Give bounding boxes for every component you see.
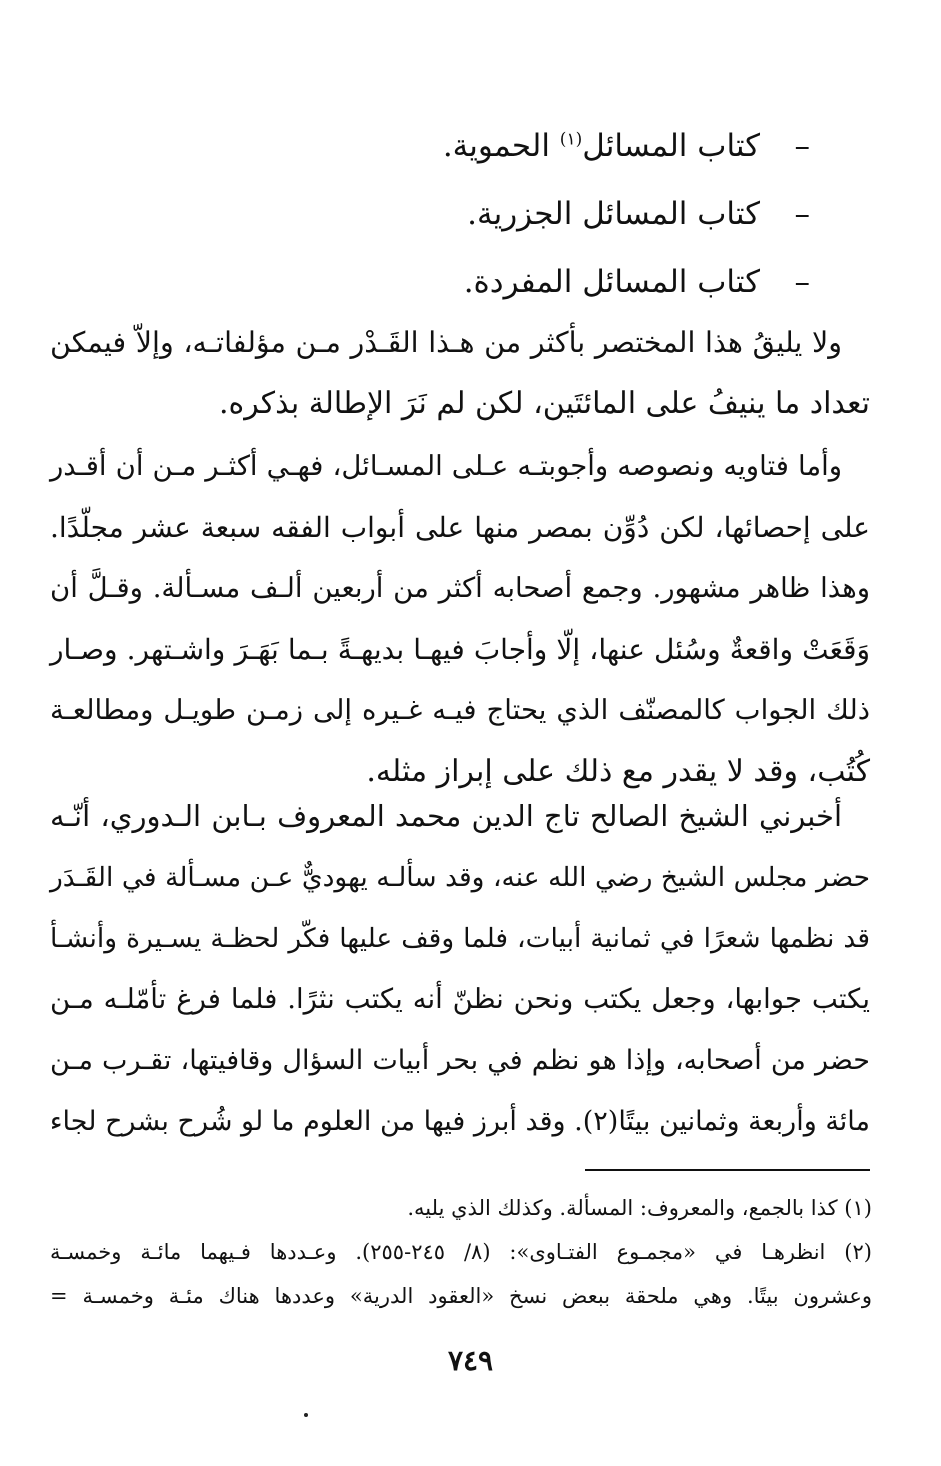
paragraph-writings [50,312,870,434]
paragraph-line: تعداد ما ينيفُ على المائتَين، لكن لم نَرَ الإطالة بذكره. [218,386,870,421]
list-item-text [442,127,760,164]
footnote-line: وعشرون بيتًا. وهي ملحقة ببعض نسخ «العقود الدرية» وعددها هناك مئـة وخمسـة = [50,1284,872,1308]
book-list [360,112,810,316]
list-item-text-before: كتاب المسائل [582,127,760,164]
list-dash: – [794,195,810,232]
paragraph-anecdote [50,786,870,1152]
paragraph-line: مائة وأربعة وثمانين بيتًا(٢). وقد أبرز فيها من العلوم ما لو شُرح بشرح لجاء [49,1106,870,1137]
paragraph-line: وَقَعَتْ واقعةٌ وسُئل عنها، إلّا وأجابَ فيهـا بديهـةً بـما بَهَـرَ واشـتهر. وصـار [50,633,870,666]
paragraph-line: حضر من أصحابه، وإذا هو نظم في بحر أبيات السؤال وقافيتها، تقـرب مـن [50,1045,870,1076]
paragraph-line: يكتب جوابها، وجعل يكتب ونحن نظنّ أنه يكتب نثرًا. فلما فرغ تأمّلـه مـن [50,983,870,1015]
list-item [360,112,810,180]
footnote-ref: (١) [559,129,583,150]
footnote-separator [585,1169,870,1171]
paragraph-line: وأما فتاويه ونصوصه وأجوبتـه عـلى المسـائل، فهـي أكثـر مـن أن أقـدر [50,450,842,482]
list-item-text: كتاب المسائل الجزرية. [467,195,760,232]
list-dash: – [794,127,810,164]
paragraph-line: كُتُب، وقد لا يقدر مع ذلك على إبراز مثله. [366,754,870,789]
paragraph-line: وهذا ظاهر مشهور. وجمع أصحابه أكثر من أربعين ألـف مسـألة. وقـلَّ أن [50,572,870,604]
paragraph-line: ذلك الجواب كالمصنّف الذي يحتاج فيـه غـيره إلى زمـن طويـل ومطالعـة [50,694,870,726]
list-item-text: كتاب المسائل المفردة. [463,263,760,300]
list-item [360,180,810,248]
paragraph-line: أخبرني الشيخ الصالح تاج الدين محمد المعروف بـابن الـدوري، أنّـه [50,799,842,833]
footnotes [50,1186,872,1318]
paragraph-line: حضر مجلس الشيخ رضي الله عنه، وقد سألـه يهوديٌّ عـن مسـألة في القَـدَر [50,862,870,893]
list-item [360,248,810,316]
page-number: ٧٤٩ [447,1344,494,1377]
list-dash: – [794,263,810,300]
scan-speck [304,1413,308,1417]
list-item-text-after: الحموية. [442,127,560,164]
paragraph-line: على إحصائها، لكن دُوِّن بمصر منها على أبواب الفقه سبعة عشر مجلّدًا. [50,511,870,544]
paragraph-fatwas [50,436,870,802]
footnote-line: (١) كذا بالجمع، والمعروف: المسألة. وكذلك الذي يليه. [407,1196,872,1220]
paragraph-line: قد نظمها شعرًا في ثمانية أبيات، فلما وقف عليها فكّر لحظـة يسـيرة وأنشـأ [50,923,870,954]
paragraph-line: ولا يليقُ هذا المختصر بأكثر من هـذا القَـدْر مـن مؤلفاتـه، وإلاّ فيمكن [50,326,842,359]
footnote-line: (٢) انظرهـا في «مجمـوع الفتـاوى»: (٨/ ٢٤٥-٢٥٥). وعـددها فـيهما مائـة وخمسـة [50,1240,872,1264]
